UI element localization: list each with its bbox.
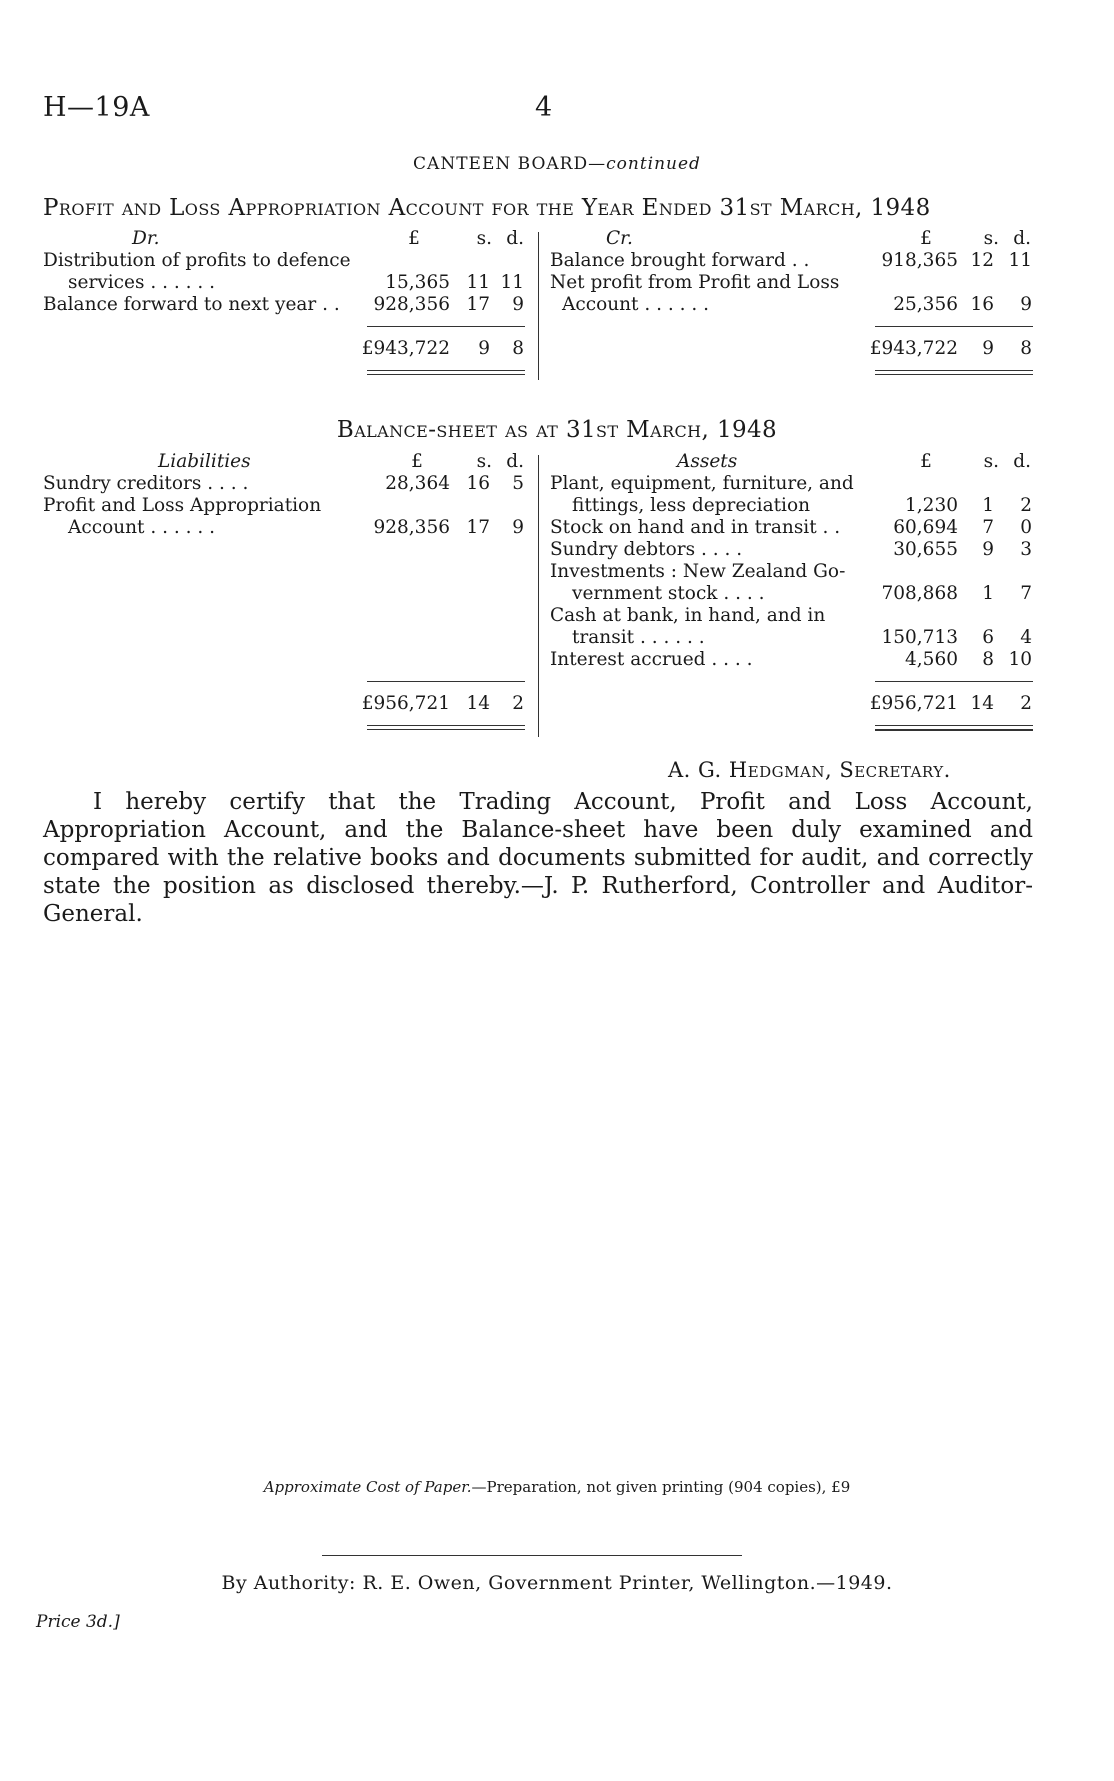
bs-assets-col-s: s. (983, 451, 999, 472)
bs-asset-label: Sundry debtors . . . . (550, 539, 743, 560)
secretary-signoff: A. G. Hedgman, Secretary. (668, 758, 951, 782)
bs-asset-label: Investments : New Zealand Go- (550, 561, 846, 582)
pl-dr-row-pence: 9 (512, 294, 524, 315)
footer-rule (322, 1555, 742, 1556)
pl-dr-total-double-rule (367, 370, 525, 371)
bs-asset-label: Interest accrued . . . . (550, 649, 753, 670)
certification-text: I hereby certify that the Trading Account, Profit and Loss Account, Appropriation Account, and the Balance-sheet have been duly examined and compared with the relative books and documents submitted for audit, and correctly state the position as disclosed thereby.—J. P. Rutherford, Controller and Auditor-General. (43, 789, 1033, 927)
pl-dr-row-pounds: 15,365 (385, 272, 450, 293)
pl-cr-row-shillings: 16 (970, 294, 994, 315)
bs-assets-total-pounds: £956,721 (869, 693, 958, 714)
page-number: 4 (535, 92, 553, 123)
bs-liab-col-s: s. (476, 451, 492, 472)
pl-cr-row-pounds: 25,356 (893, 294, 958, 315)
bs-assets-heading: Assets (677, 451, 738, 472)
pl-dr-row-pence: 11 (500, 272, 524, 293)
pl-cr-col-s: s. (983, 228, 999, 249)
bs-asset-pounds: 30,655 (893, 539, 958, 560)
pl-cr-col-pound: £ (920, 228, 932, 249)
bs-liab-subtotal-rule (367, 681, 525, 682)
bs-liability-shillings: 16 (466, 473, 490, 494)
bs-asset-label: Stock on hand and in transit . . (550, 517, 841, 538)
pl-dr-subtotal-rule (367, 326, 525, 327)
pl-dr-row-label-cont: services . . . . . . (68, 272, 216, 293)
bs-asset-pence: 2 (1020, 495, 1032, 516)
bs-asset-shillings: 7 (982, 517, 994, 538)
pl-dr-heading: Dr. (132, 228, 160, 249)
bs-liability-pence: 9 (512, 517, 524, 538)
bs-asset-pounds: 1,230 (905, 495, 958, 516)
pl-cr-row-pounds: 918,365 (881, 250, 958, 271)
bs-assets-total-shillings: 14 (970, 693, 994, 714)
bs-asset-pounds: 60,694 (893, 517, 958, 538)
bs-asset-pence: 7 (1020, 583, 1032, 604)
bs-asset-pence: 3 (1020, 539, 1032, 560)
pl-dr-row-label: Balance forward to next year . . (43, 294, 340, 315)
pl-dr-row-shillings: 11 (466, 272, 490, 293)
bs-asset-shillings: 6 (982, 627, 994, 648)
bs-liability-pounds: 28,364 (385, 473, 450, 494)
bs-liab-total-pence: 2 (512, 693, 524, 714)
pl-cr-total-pence: 8 (1020, 338, 1032, 359)
pl-dr-row-shillings: 17 (466, 294, 490, 315)
pl-cr-row-label-cont: Account . . . . . . (562, 294, 710, 315)
bs-liab-total-double-rule (367, 725, 525, 726)
pl-cr-row-shillings: 12 (970, 250, 994, 271)
pl-cr-subtotal-rule (875, 326, 1033, 327)
bs-asset-label: Cash at bank, in hand, and in (550, 605, 826, 626)
balance-sheet-title: Balance-sheet as at 31st March, 1948 (336, 417, 778, 443)
pl-dr-col-s: s. (476, 228, 492, 249)
pl-cr-row-pence: 9 (1020, 294, 1032, 315)
bs-asset-pence: 10 (1008, 649, 1032, 670)
pl-dr-col-d: d. (506, 228, 524, 249)
cost-note-label: Approximate Cost of Paper. (263, 1478, 472, 1496)
pl-cr-col-d: d. (1013, 228, 1031, 249)
bs-asset-shillings: 8 (982, 649, 994, 670)
pl-cr-total-double-rule (875, 370, 1033, 371)
bs-asset-shillings: 9 (982, 539, 994, 560)
bs-asset-label-cont: fittings, less depreciation (572, 495, 811, 516)
bs-asset-pence: 4 (1020, 627, 1032, 648)
pl-cr-row-pence: 11 (1008, 250, 1032, 271)
bs-asset-label: Plant, equipment, furniture, and (550, 473, 854, 494)
cost-note (0, 1478, 1114, 1496)
pl-account-title: Profit and Loss Appropriation Account for the Year Ended 31st March, 1948 (43, 195, 931, 221)
pl-dr-total-pounds: £943,722 (361, 338, 450, 359)
pl-dr-total-double-rule (367, 374, 525, 375)
bs-assets-total-double-rule (875, 729, 1033, 731)
section-subtitle (0, 154, 1114, 174)
printer-authority: By Authority: R. E. Owen, Government Printer, Wellington.—1949. (221, 1572, 893, 1594)
pl-cr-total-shillings: 9 (982, 338, 994, 359)
pl-cr-total-pounds: £943,722 (869, 338, 958, 359)
bs-assets-subtotal-rule (875, 681, 1033, 682)
bs-asset-pounds: 150,713 (881, 627, 958, 648)
bs-liab-total-double-rule (367, 729, 525, 730)
subtitle-continued: continued (606, 154, 701, 174)
bs-liab-total-shillings: 14 (466, 693, 490, 714)
bs-asset-label-cont: vernment stock . . . . (572, 583, 765, 604)
pl-dr-row-pounds: 928,356 (373, 294, 450, 315)
pl-cr-row-label: Net profit from Profit and Loss (550, 272, 840, 293)
bs-asset-pounds: 708,868 (881, 583, 958, 604)
bs-asset-shillings: 1 (982, 495, 994, 516)
bs-liability-label: Sundry creditors . . . . (43, 473, 249, 494)
bs-liabilities-heading: Liabilities (158, 451, 251, 472)
bs-asset-shillings: 1 (982, 583, 994, 604)
document-reference: H—19A (43, 92, 150, 123)
pl-column-divider (538, 232, 539, 380)
bs-column-divider (538, 455, 539, 737)
pl-cr-total-double-rule (875, 374, 1033, 375)
bs-liability-label: Profit and Loss Appropriation (43, 495, 322, 516)
pl-dr-col-pound: £ (408, 228, 420, 249)
bs-liability-pence: 5 (512, 473, 524, 494)
audit-certification (43, 788, 1033, 928)
bs-liab-total-pounds: £956,721 (361, 693, 450, 714)
pl-cr-row-label: Balance brought forward . . (550, 250, 810, 271)
bs-liability-shillings: 17 (466, 517, 490, 538)
bs-liability-pounds: 928,356 (373, 517, 450, 538)
price: Price 3d.] (36, 1612, 120, 1632)
bs-assets-col-pound: £ (920, 451, 932, 472)
bs-asset-pence: 0 (1020, 517, 1032, 538)
bs-assets-total-pence: 2 (1020, 693, 1032, 714)
bs-liability-label-cont: Account . . . . . . (68, 517, 216, 538)
pl-dr-total-shillings: 9 (478, 338, 490, 359)
cost-note-text: —Preparation, not given printing (904 copies), £9 (471, 1478, 851, 1496)
bs-assets-col-d: d. (1013, 451, 1031, 472)
bs-liab-col-pound: £ (411, 451, 423, 472)
bs-assets-total-double-rule (875, 725, 1033, 726)
pl-dr-row-label: Distribution of profits to defence (43, 250, 351, 271)
bs-liab-col-d: d. (506, 451, 524, 472)
bs-asset-label-cont: transit . . . . . . (572, 627, 705, 648)
bs-asset-pounds: 4,560 (905, 649, 958, 670)
pl-dr-total-pence: 8 (512, 338, 524, 359)
pl-cr-heading: Cr. (606, 228, 633, 249)
subtitle-main: CANTEEN BOARD— (413, 154, 607, 174)
